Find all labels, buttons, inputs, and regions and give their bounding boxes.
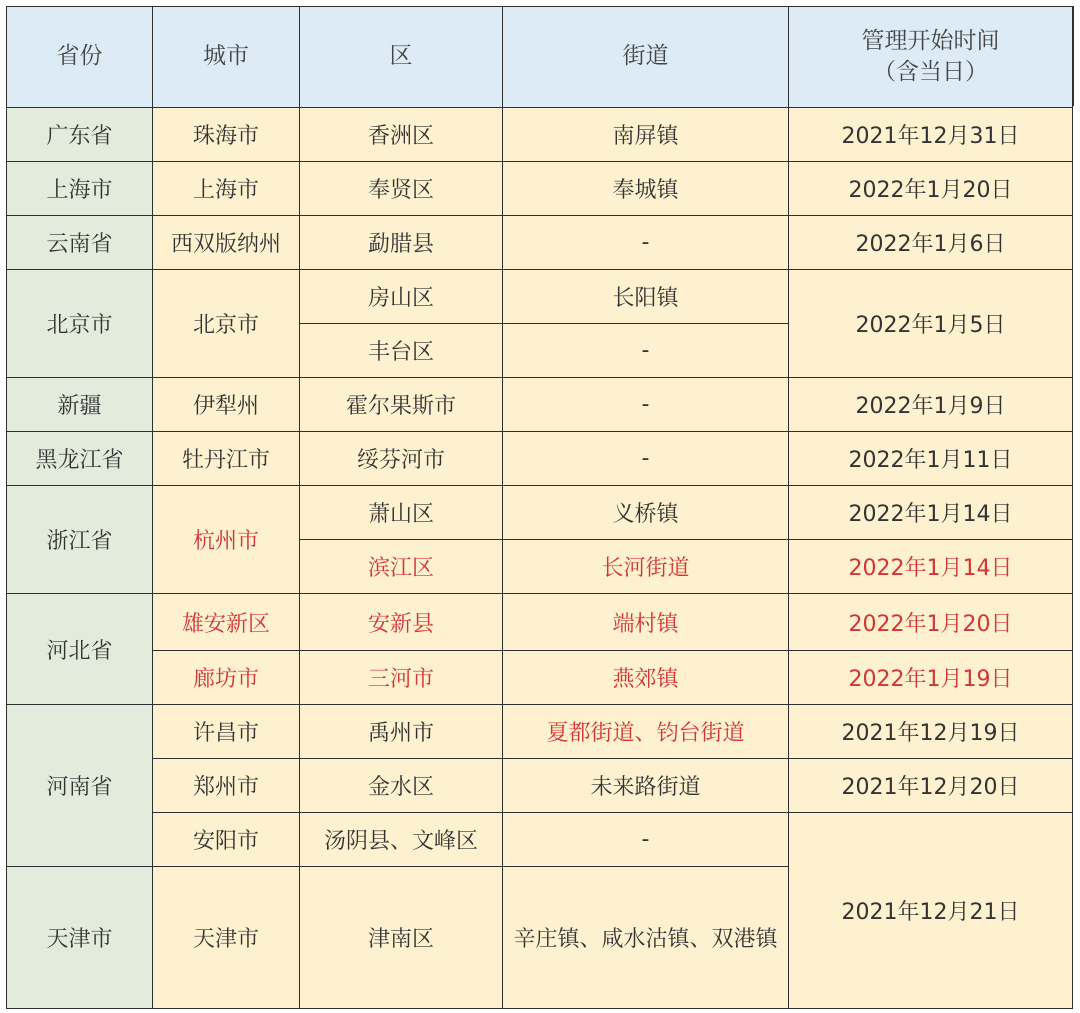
city-cell: 许昌市 (153, 705, 300, 759)
table-row (7, 162, 1073, 216)
header-city: 城市 (153, 7, 300, 108)
city-cell: 雄安新区 (153, 594, 300, 651)
city-cell: 郑州市 (153, 759, 300, 813)
province-cell: 浙江省 (7, 486, 153, 594)
date-cell: 2021年12月19日 (789, 705, 1073, 759)
table-row (7, 270, 1073, 324)
province-cell: 新疆 (7, 378, 153, 432)
city-cell: 牡丹江市 (153, 432, 300, 486)
province-cell: 云南省 (7, 216, 153, 270)
city-cell: 廊坊市 (153, 651, 300, 705)
province-cell: 河北省 (7, 594, 153, 705)
table-row (7, 486, 1073, 540)
date-cell: 2022年1月14日 (789, 540, 1073, 594)
date-cell: 2022年1月20日 (789, 594, 1073, 651)
street-cell: - (503, 324, 789, 378)
district-cell: 禹州市 (300, 705, 503, 759)
city-cell: 北京市 (153, 270, 300, 378)
date-cell: 2021年12月21日 (789, 813, 1073, 1009)
street-cell: 南屏镇 (503, 108, 789, 162)
header-start-time (789, 7, 1073, 108)
district-cell: 奉贤区 (300, 162, 503, 216)
table-row (7, 216, 1073, 270)
street-cell: - (503, 432, 789, 486)
district-cell: 霍尔果斯市 (300, 378, 503, 432)
district-cell: 萧山区 (300, 486, 503, 540)
control-area-table-container (6, 6, 1073, 1009)
date-cell: 2022年1月20日 (789, 162, 1073, 216)
header-street: 街道 (503, 7, 789, 108)
district-cell: 香洲区 (300, 108, 503, 162)
district-cell: 汤阴县、文峰区 (300, 813, 503, 867)
header-start-time-line1: 管理开始时间 (861, 27, 1000, 54)
province-cell: 上海市 (7, 162, 153, 216)
street-cell: 夏都街道、钧台街道 (503, 705, 789, 759)
street-cell: 长河街道 (503, 540, 789, 594)
province-cell: 天津市 (7, 867, 153, 1009)
district-cell: 三河市 (300, 651, 503, 705)
date-cell: 2022年1月14日 (789, 486, 1073, 540)
city-cell: 西双版纳州 (153, 216, 300, 270)
street-cell: - (503, 378, 789, 432)
district-cell: 勐腊县 (300, 216, 503, 270)
city-cell: 伊犁州 (153, 378, 300, 432)
city-cell: 天津市 (153, 867, 300, 1009)
street-cell: 端村镇 (503, 594, 789, 651)
date-cell: 2021年12月31日 (789, 108, 1073, 162)
city-cell: 珠海市 (153, 108, 300, 162)
street-cell: 未来路街道 (503, 759, 789, 813)
adjacent-column-edge (1072, 6, 1074, 106)
district-cell: 安新县 (300, 594, 503, 651)
table-row (7, 813, 1073, 867)
header-district: 区 (300, 7, 503, 108)
date-cell: 2022年1月5日 (789, 270, 1073, 378)
district-cell: 津南区 (300, 867, 503, 1009)
street-cell: 奉城镇 (503, 162, 789, 216)
street-cell: - (503, 216, 789, 270)
date-cell: 2022年1月6日 (789, 216, 1073, 270)
district-cell: 丰台区 (300, 324, 503, 378)
header-row (7, 7, 1073, 108)
city-cell: 安阳市 (153, 813, 300, 867)
street-cell: 义桥镇 (503, 486, 789, 540)
table-row (7, 705, 1073, 759)
city-cell: 杭州市 (153, 486, 300, 594)
province-cell: 河南省 (7, 705, 153, 867)
street-cell: 燕郊镇 (503, 651, 789, 705)
table-row (7, 759, 1073, 813)
header-start-time-line2: （含当日） (873, 59, 988, 85)
district-cell: 金水区 (300, 759, 503, 813)
date-cell: 2021年12月20日 (789, 759, 1073, 813)
date-cell: 2022年1月19日 (789, 651, 1073, 705)
table-row (7, 378, 1073, 432)
street-cell: - (503, 813, 789, 867)
table-row (7, 432, 1073, 486)
table-row (7, 108, 1073, 162)
district-cell: 绥芬河市 (300, 432, 503, 486)
province-cell: 广东省 (7, 108, 153, 162)
city-cell: 上海市 (153, 162, 300, 216)
table-row (7, 594, 1073, 651)
province-cell: 北京市 (7, 270, 153, 378)
date-cell: 2022年1月9日 (789, 378, 1073, 432)
district-cell: 滨江区 (300, 540, 503, 594)
street-cell: 长阳镇 (503, 270, 789, 324)
table-row (7, 651, 1073, 705)
province-cell: 黑龙江省 (7, 432, 153, 486)
date-cell: 2022年1月11日 (789, 432, 1073, 486)
district-cell: 房山区 (300, 270, 503, 324)
control-area-table (6, 6, 1073, 1009)
street-cell: 辛庄镇、咸水沽镇、双港镇 (503, 867, 789, 1009)
header-province: 省份 (7, 7, 153, 108)
